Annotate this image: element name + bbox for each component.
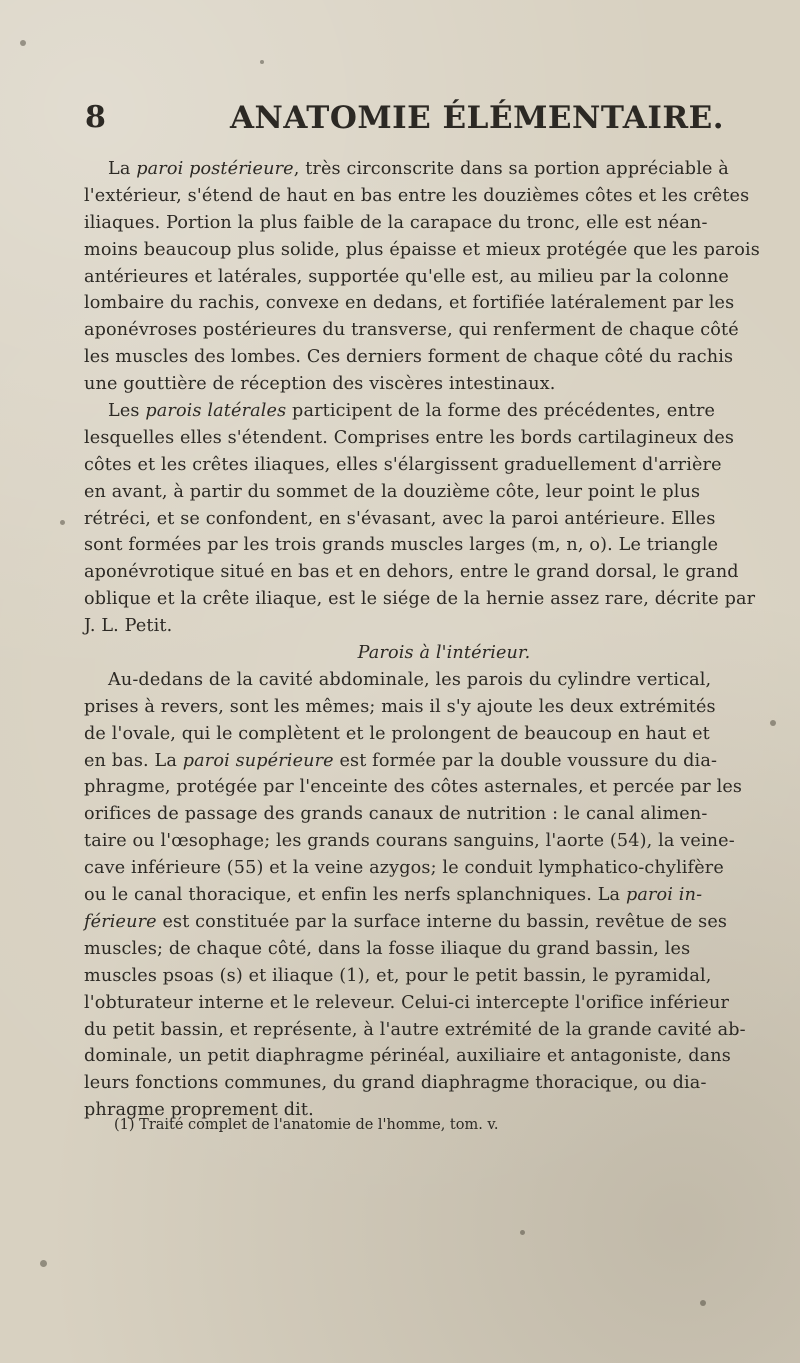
text-line: ou le canal thoracique, et enfin les nerfs splanchniques. La paroi in- — [84, 885, 703, 906]
text-line: moins beaucoup plus solide, plus épaisse et mieux protégée que les parois — [84, 239, 760, 260]
italic-term: paroi postérieure — [136, 159, 294, 179]
text-line: lombaire du rachis, convexe en dedans, et fortifiée latéralement par les — [84, 293, 735, 314]
page-number: 8 — [85, 100, 106, 135]
text-line: dominale, un petit diaphragme périnéal, auxiliaire et antagoniste, dans — [84, 1046, 731, 1067]
paragraph-lateral-walls — [84, 398, 774, 640]
text-line: La paroi postérieure, très circonscrite dans sa portion appréciable à — [108, 159, 729, 179]
body-text — [84, 156, 774, 1124]
text-line: J. L. Petit. — [84, 616, 173, 637]
text-line: iliaques. Portion la plus faible de la carapace du tronc, elle est néan- — [84, 212, 708, 233]
text-line: cave inférieure (55) et la veine azygos; le conduit lymphatico-chylifère — [84, 858, 724, 879]
text-line: en bas. La paroi supérieure est formée par la double voussure du dia- — [84, 750, 718, 771]
text-line: férieure est constituée par la surface interne du bassin, revêtue de ses — [84, 911, 728, 932]
text-line: Les parois latérales participent de la forme des précédentes, entre — [108, 401, 716, 422]
paragraph-posterior-wall — [84, 156, 774, 398]
text-line: aponévroses postérieures du transverse, qui renferment de chaque côté — [84, 320, 739, 341]
text-line: taire ou l'œsophage; les grands courans sanguins, l'aorte (54), la veine- — [84, 831, 735, 852]
text-line: muscles psoas (s) et iliaque (1), et, pour le petit bassin, le pyramidal, — [84, 965, 712, 986]
text-line: antérieures et latérales, supportée qu'elle est, au milieu par la colonne — [84, 266, 729, 287]
text-line: phragme proprement dit. — [84, 1100, 314, 1121]
italic-term: férieure — [84, 911, 157, 932]
foxing-spot — [520, 1230, 525, 1235]
text-line: du petit bassin, et représente, à l'autre extrémité de la grande cavité ab- — [84, 1019, 746, 1040]
text-line: une gouttière de réception des viscères intestinaux. — [84, 374, 556, 395]
foxing-spot — [20, 40, 26, 46]
text-line: leurs fonctions communes, du grand diaphragme thoracique, ou dia- — [84, 1073, 707, 1094]
text-line: l'obturateur interne et le releveur. Celui-ci intercepte l'orifice inférieur — [84, 992, 730, 1013]
text-line: rétréci, et se confondent, en s'évasant, avec la paroi antérieure. Elles — [84, 508, 716, 529]
text-line: prises à revers, sont les mêmes; mais il s'y ajoute les deux extrémités — [84, 696, 716, 717]
foxing-spot — [770, 720, 776, 726]
paragraph-interior-walls — [84, 667, 774, 1124]
text-line: en avant, à partir du sommet de la douzième côte, leur point le plus — [84, 481, 701, 502]
text-line: aponévrotique situé en bas et en dehors, entre le grand dorsal, le grand — [84, 562, 739, 583]
text-line: sont formées par les trois grands muscles larges (m, n, o). Le triangle — [84, 535, 719, 556]
italic-term: parois latérales — [145, 401, 287, 422]
text-line: Au-dedans de la cavité abdominale, les parois du cylindre vertical, — [108, 669, 712, 690]
text-line: phragme, protégée par l'enceinte des côtes asternales, et percée par les — [84, 777, 743, 798]
text-line: muscles; de chaque côté, dans la fosse iliaque du grand bassin, les — [84, 938, 691, 959]
italic-term: paroi supérieure — [182, 750, 334, 771]
text-line: côtes et les crêtes iliaques, elles s'élargissent graduellement d'arrière — [84, 454, 722, 475]
text-line: les muscles des lombes. Ces derniers forment de chaque côté du rachis — [84, 347, 734, 368]
foxing-spot — [40, 1260, 47, 1267]
section-subheading: Parois à l'intérieur. — [357, 643, 531, 664]
foxing-spot — [260, 60, 264, 64]
foxing-spot — [60, 520, 65, 525]
foxing-spot — [700, 1300, 706, 1306]
text-line: oblique et la crête iliaque, est le siége de la hernie assez rare, décrite par — [84, 589, 756, 610]
text-line: de l'ovale, qui le complètent et le prolongent de beaucoup en haut et — [84, 723, 710, 744]
text-line: l'extérieur, s'étend de haut en bas entre les douzièmes côtes et les crêtes — [84, 185, 750, 206]
text-line: lesquelles elles s'étendent. Comprises entre les bords cartilagineux des — [84, 427, 735, 448]
text-line: orifices de passage des grands canaux de nutrition : le canal alimen- — [84, 804, 708, 825]
page-header — [85, 100, 725, 144]
italic-term: paroi in- — [625, 885, 703, 906]
running-title: ANATOMIE ÉLÉMENTAIRE. — [230, 100, 724, 136]
footnote: (1) Traité complet de l'anatomie de l'homme, tom. v. — [114, 1117, 499, 1133]
